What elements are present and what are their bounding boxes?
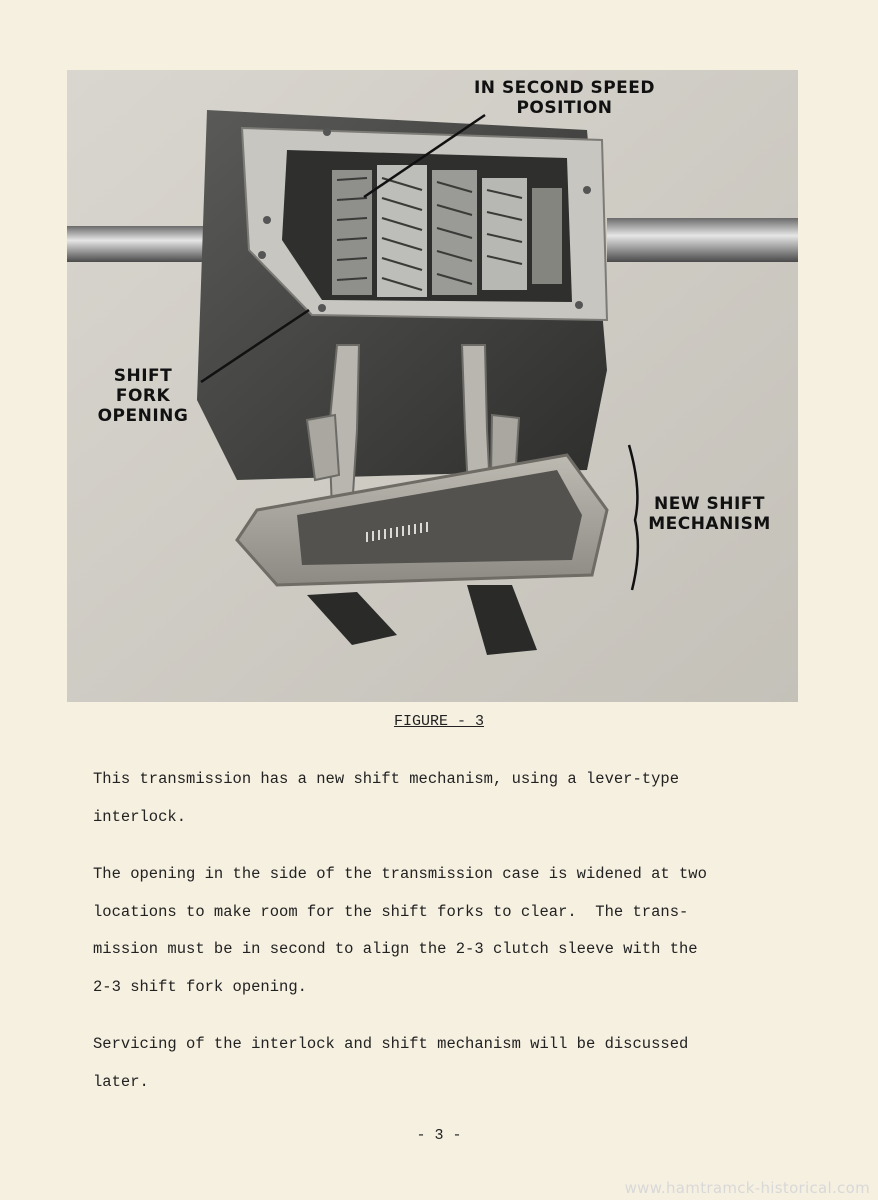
para2-line4: 2-3 shift fork opening. [93,977,307,996]
callout-mech-line2: MECHANISM [648,514,771,534]
para1-line1: This transmission has a new shift mechanism, using a lever-type [93,770,679,788]
callout-second-speed [472,78,657,118]
page-number: - 3 - [416,1127,462,1144]
paragraph-servicing [93,1026,733,1101]
para3-line1: Servicing of the interlock and shift mechanism will be discussed [93,1035,689,1053]
output-shaft [607,218,798,262]
para2-line3: mission must be in second to align the 2-3 clutch sleeve with the [93,940,698,958]
paragraph-opening [93,856,733,1006]
callout-second-line1: IN SECOND SPEED [473,78,656,98]
callout-shift-fork-opening [87,366,199,426]
para2-line1: The opening in the side of the transmission case is widened at two [93,865,707,883]
callout-new-shift-mechanism [642,494,777,534]
callout-fork-line1: SHIFT FORK [113,366,173,406]
para2-line2: locations to make room for the shift forks to clear. The trans- [93,902,689,921]
para1-line2: interlock. [93,807,187,826]
site-watermark: www.hamtramck-historical.com [624,1179,870,1197]
figure-caption-text: FIGURE - 3 [393,713,484,730]
figure-caption [0,713,878,730]
para3-line2: later. [93,1072,149,1091]
callout-mech-line1: NEW SHIFT [653,494,765,514]
transmission-photo [67,70,798,702]
callout-second-line2: POSITION [516,98,613,118]
paragraph-intro [93,761,733,836]
callout-fork-line2: OPENING [97,406,189,426]
